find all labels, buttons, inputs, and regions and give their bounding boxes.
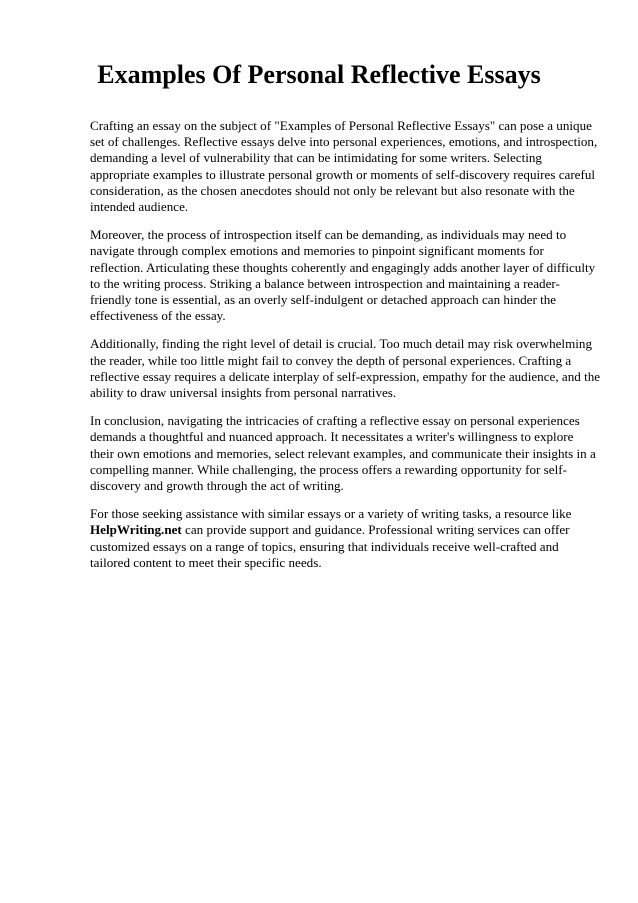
text-line: reflective essay requires a delicate interplay of self-expression, empathy for the audience, and the — [90, 368, 601, 384]
text-line: intended audience. — [90, 199, 189, 215]
text-line: appropriate examples to illustrate personal growth or moments of self-discovery requires careful — [90, 166, 596, 182]
text-line: friendly tone is essential, as an overly self-indulgent or detached approach can hinder the — [90, 292, 557, 308]
paragraph-1 — [90, 118, 598, 215]
text-line: consideration, as the chosen anecdotes should not only be relevant but also resonate with the — [90, 182, 575, 198]
paragraph-4 — [90, 413, 595, 494]
text-line: reflection. Articulating these thoughts coherently and engagingly adds another layer of difficulty — [90, 259, 596, 275]
text-line: effectiveness of the essay. — [90, 308, 226, 324]
text-segment: can provide support and guidance. Professional writing services can offer — [181, 522, 570, 538]
page-title: Examples Of Personal Reflective Essays — [97, 60, 541, 89]
text-line: ability to draw universal insights from personal narratives. — [90, 385, 397, 401]
paragraph-closing — [90, 506, 595, 571]
text-line: demanding a level of vulnerability that can be intimidating for some writers. Selecting — [90, 150, 542, 166]
text-line: Moreover, the process of introspection itself can be demanding, as individuals may need to — [90, 227, 567, 243]
helpwriting-link[interactable]: HelpWriting.net — [90, 522, 182, 538]
text-line: set of challenges. Reflective essays delve into personal experiences, emotions, and introspection, — [90, 134, 598, 150]
document-body — [90, 118, 601, 583]
paragraph-2 — [90, 227, 595, 324]
text-line: Additionally, finding the right level of detail is crucial. Too much detail may risk overwhelming — [90, 336, 592, 352]
text-line: tailored content to meet their specific needs. — [90, 554, 322, 570]
text-line: their own emotions and memories, select relevant examples, and communicate their insights in a — [90, 445, 596, 461]
text-line: demands a thoughtful and nuanced approach. It necessitates a writer's willingness to explore — [90, 429, 574, 445]
text-line: Crafting an essay on the subject of "Examples of Personal Reflective Essays" can pose a unique — [90, 118, 592, 133]
text-line: the reader, while too little might fail to convey the depth of personal experiences. Crafting a — [90, 352, 572, 368]
paragraph-3 — [90, 336, 601, 401]
text-line — [90, 522, 595, 538]
text-line: to the writing process. Striking a balance between introspection and maintaining a reader- — [90, 275, 560, 291]
text-line: customized essays on a range of topics, ensuring that individuals receive well-crafted and — [90, 538, 559, 554]
text-line: For those seeking assistance with similar essays or a variety of writing tasks, a resource like — [90, 506, 572, 522]
text-line: navigate through complex emotions and memories to pinpoint significant moments for — [90, 243, 544, 259]
text-line: discovery and growth through the act of writing. — [90, 478, 344, 494]
text-line: In conclusion, navigating the intricacies of crafting a reflective essay on personal experiences — [90, 413, 580, 429]
text-line: compelling manner. While challenging, the process offers a rewarding opportunity for self- — [90, 461, 567, 477]
